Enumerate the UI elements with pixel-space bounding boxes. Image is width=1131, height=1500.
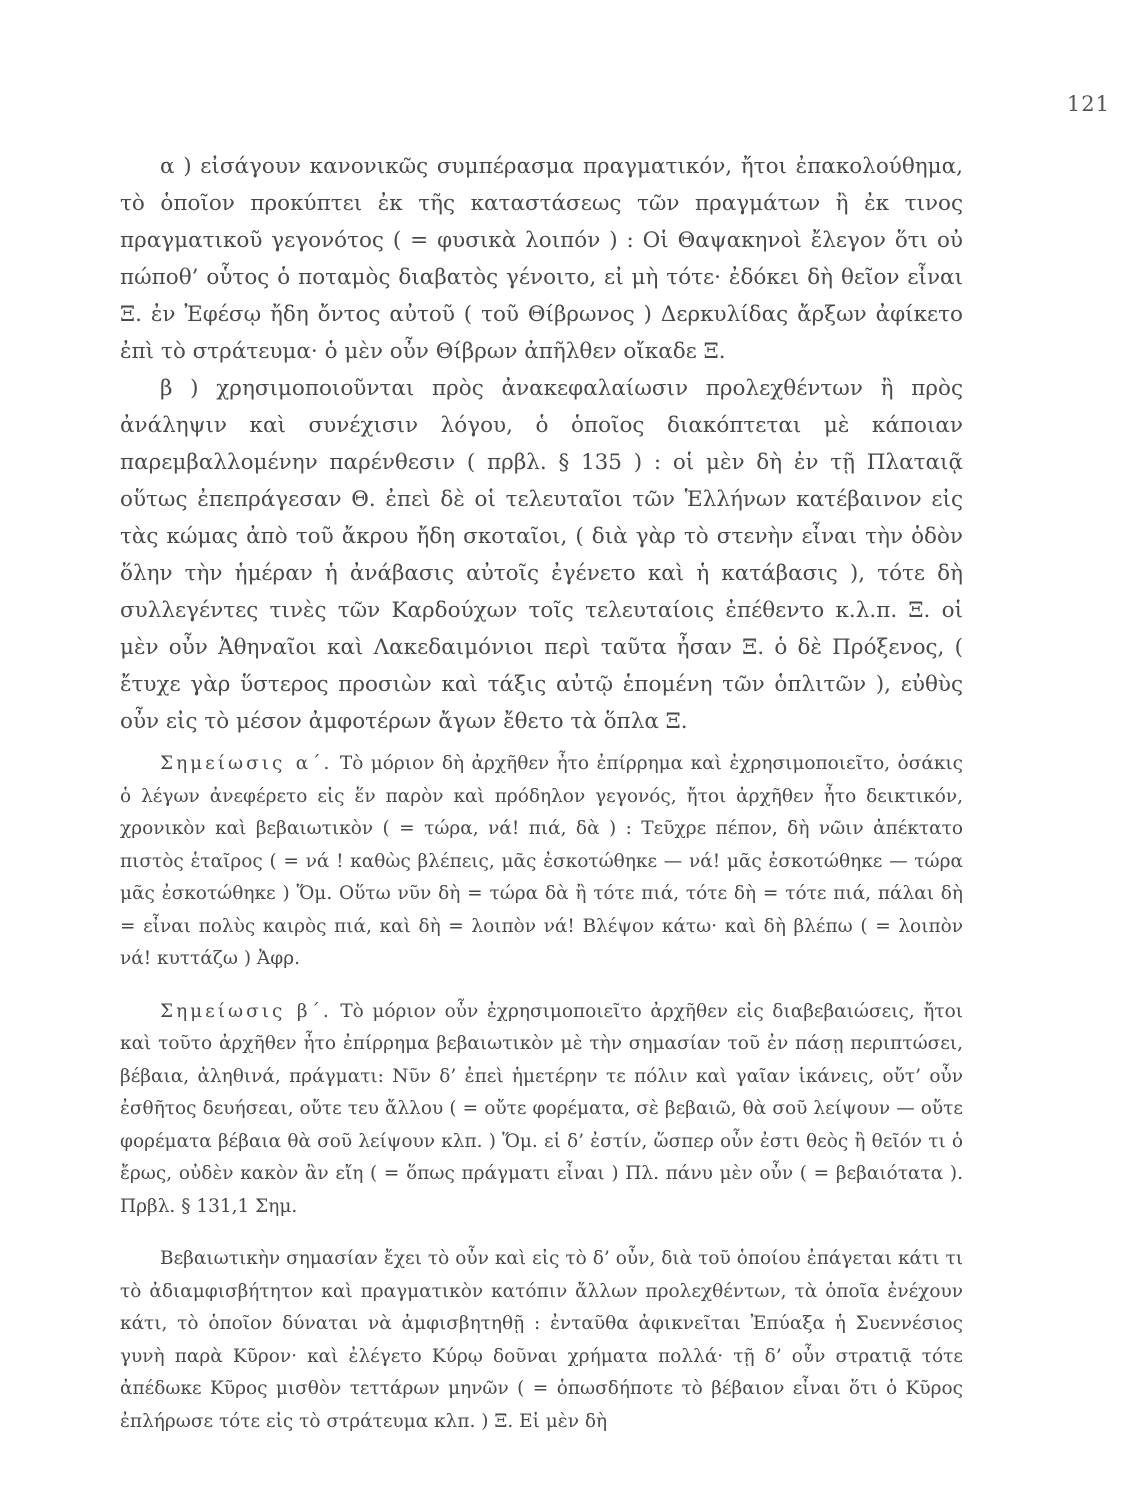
note-a-title: Σημείωσις α΄. [160,753,333,774]
paragraph-beta: β ) χρησιμοποιοῦνται πρὸς ἀνακεφαλαίωσιν προλεχθέντων ἢ πρὸς ἀνάληψιν καὶ συνέχισιν λόγου, ὁ ὁποῖος διακόπτεται μὲ κάποιαν παρεμβαλλομένην παρένθεσιν ( πρβλ. § 135 ) : οἱ μὲν δὴ ἐν τῇ Πλαταιᾷ οὕτως ἐπεπράγεσαν Θ. ἐπεὶ δὲ οἱ τελευταῖοι τῶν Ἑλλήνων κατέβαινον εἰς τὰς κώμας ἀπὸ τοῦ ἄκρου ἤδη σκοταῖοι, ( διὰ γὰρ τὸ στενὴν εἶναι τὴν ὁδὸν ὅλην τὴν ἡμέραν ἡ ἀνάβασις αὐτοῖς ἐγένετο καὶ ἡ κατάβασις ), τότε δὴ συλλεγέντες τινὲς τῶν Καρδούχων τοῖς τελευταίοις ἐπέθεντο κ.λ.π. Ξ. οἱ μὲν οὖν Ἀθηναῖοι καὶ Λακεδαιμόνιοι περὶ ταῦτα ἦσαν Ξ. ὁ δὲ Πρόξενος, ( ἔτυχε γὰρ ὕστερος προσιὼν καὶ τάξις αὐτῷ ἑπομένη τῶν ὁπλιτῶν ), εὐθὺς οὖν εἰς τὸ μέσον ἀμφοτέρων ἄγων ἔθετο τὰ ὅπλα Ξ. [120,376,963,734]
note-a-text: Τὸ μόριον δὴ ἀρχῆθεν ἦτο ἐπίρρημα καὶ ἐχρησιμοποιεῖτο, ὁσάκις ὁ λέγων ἀνεφέρετο εἰς ἕν παρὸν καὶ πρόδηλον γεγονός, ἤτοι ἀρχῆθεν ἦτο δεικτικόν, χρονικὸν καὶ βεβαιωτικὸν ( = τώρα, νά! πιά, δὰ ) : Τεῦχρε πέπον, δὴ νῶιν ἀπέκτατο πιστὸς ἑταῖρος ( = νά ! καθὼς βλέπεις, μᾶς ἐσκοτώθηκε — νά! μᾶς ἐσκοτώθηκε — τώρα μᾶς ἐσκοτώθηκε ) Ὅμ. Οὕτω νῦν δὴ = τώρα δὰ ἢ τότε πιά, τότε δὴ = τότε πιά, πάλαι δὴ = εἶναι πολὺς καιρὸς πιά, καὶ δὴ = λοιπὸν νά! Βλέψον κάτω· καὶ δὴ βλέπω ( = λοιπὸν νά! κυττάζω ) Ἀφρ. [120,753,963,969]
page-body [120,148,963,1438]
paragraph-alpha: α ) εἰσάγουν κανονικῶς συμπέρασμα πραγματικόν, ἤτοι ἐπακολούθημα, τὸ ὁποῖον προκύπτει ἐκ τῆς καταστάσεως τῶν πραγμάτων ἢ ἐκ τινος πραγματικοῦ γεγονότος ( = φυσικὰ λοιπόν ) : Οἱ Θαψακηνοὶ ἔλεγον ὅτι οὐ πώποθ’ οὗτος ὁ ποταμὸς διαβατὸς γένοιτο, εἰ μὴ τότε· ἐδόκει δὴ θεῖον εἶναι Ξ. ἐν Ἐφέσῳ ἤδη ὄντος αὐτοῦ ( τοῦ Θίβρωνος ) Δερκυλίδας ἄρξων ἀφίκετο ἐπὶ τὸ στράτευμα· ὁ μὲν οὖν Θίβρων ἀπῆλθεν οἴκαδε Ξ. [120,154,963,364]
note-b-title: Σημείωσις β΄. [160,1000,332,1022]
paragraph-closing: Βεβαιωτικὴν σημασίαν ἔχει τὸ οὖν καὶ εἰς τὸ δ’ οὖν, διὰ τοῦ ὁποίου ἐπάγεται κάτι τι τὸ ἀδιαμφισβήτητον καὶ πραγματικὸν κατόπιν ἄλλων προλεχθέντων, τὰ ὁποῖα ἐνέχουν κάτι, τὸ ὁποῖον δύναται νὰ ἀμφισβητηθῇ : ἐνταῦθα ἀφικνεῖται Ἐπύαξα ἡ Συεννέσιος γυνὴ παρὰ Κῦρον· καὶ ἐλέγετο Κύρῳ δοῦναι χρήματα πολλά· τῇ δ’ οὖν στρατιᾷ τότε ἀπέδωκε Κῦρος μισθὸν τεττάρων μηνῶν ( = ὁπωσδήποτε τὸ βέβαιον εἶναι ὅτι ὁ Κῦρος ἐπλήρωσε τότε εἰς τὸ στράτευμα κλπ. ) Ξ. Εἰ μὲν δὴ [120,1248,963,1432]
page-number: 121 [1066,92,1110,116]
note-b-text: Τὸ μόριον οὖν ἐχρησιμοποιεῖτο ἀρχῆθεν εἰς διαβεβαιώσεις, ἤτοι καὶ τοῦτο ἀρχῆθεν ἦτο ἐπίρρημα βεβαιωτικὸν μὲ τὴν σημασίαν τοῦ ἐν πάσῃ περιπτώσει, βέβαια, ἀληθινά, πράγματι: Νῦν δ’ ἐπεὶ ἡμετέρην τε πόλιν καὶ γαῖαν ἱκάνεις, οὔτ’ οὖν ἐσθῆτος δευήσεαι, οὔτε τευ ἄλλου ( = οὔτε φορέματα, σὲ βεβαιῶ, θὰ σοῦ λείψουν — οὔτε φορέματα βέβαια θὰ σοῦ λείψουν κλπ. ) Ὅμ. εἰ δ’ ἐστίν, ὥσπερ οὖν ἐστι θεὸς ἢ θεῖόν τι ὁ ἔρως, οὐδὲν κακὸν ἂν εἴη ( = ὅπως πράγματι εἶναι ) Πλ. πάνυ μὲν οὖν ( = βεβαιότατα ). Πρβλ. § 131,1 Σημ. [120,1000,963,1217]
note-a [120,748,963,976]
note-b [120,996,963,1224]
